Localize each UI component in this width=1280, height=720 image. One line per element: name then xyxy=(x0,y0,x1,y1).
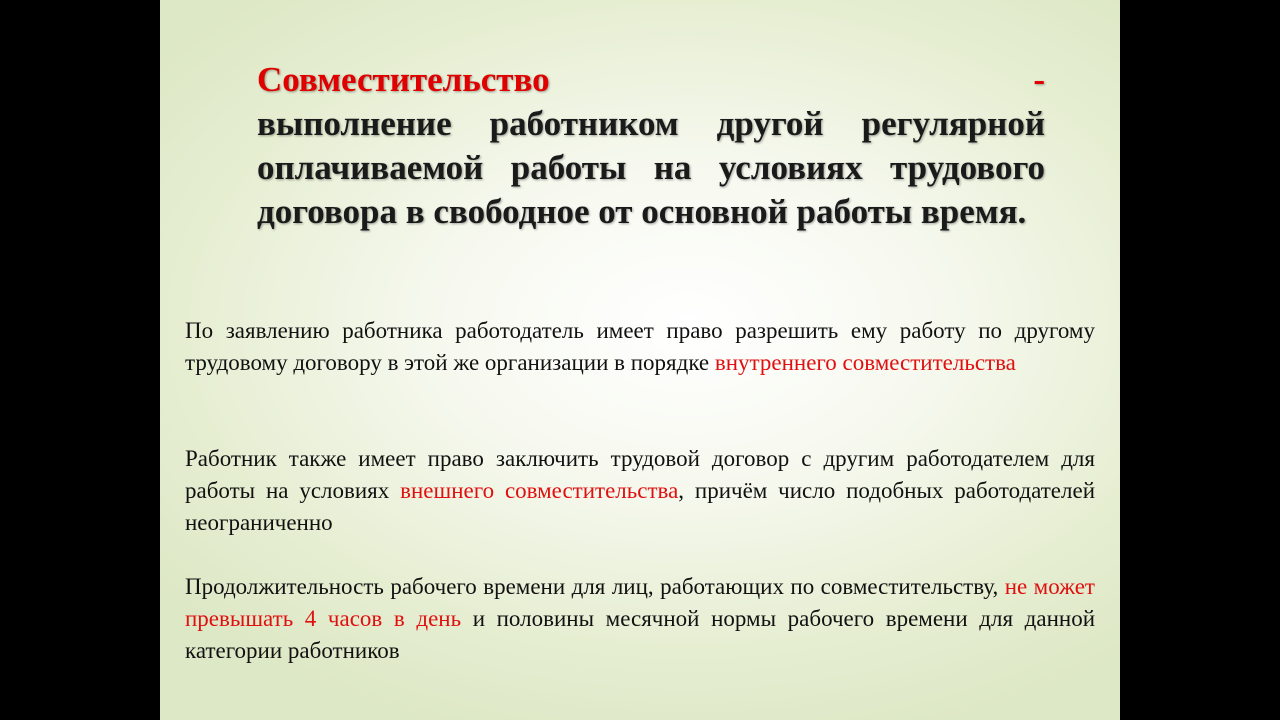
paragraph-text: Продолжительность рабочего времени для лиц, работающих по совместительству, xyxy=(185,574,1005,599)
paragraph-text: Работник также имеет право заключить трудовой договор с другим работодателем для работы на условиях xyxy=(185,446,1095,503)
highlight-text: не может превышать 4 часов в день xyxy=(185,574,1095,631)
slide xyxy=(160,0,1120,720)
definition-head-line xyxy=(257,58,1045,102)
paragraph-internal-parttime xyxy=(185,315,1095,379)
paragraph-text: и половины месячной нормы рабочего времени для данной категории работников xyxy=(185,606,1095,663)
highlight-text: внешнего совместительства xyxy=(400,478,679,503)
highlight-text: внутреннего совместительства xyxy=(714,350,1016,375)
definition-dash: - xyxy=(1033,60,1045,99)
paragraph-text: По заявлению работника работодатель имеет право разрешить ему работу по другому трудовому договору в этой же организации в порядке xyxy=(185,318,1095,375)
paragraph-working-hours xyxy=(185,571,1095,667)
definition-text: выполнение работником другой регулярной оплачиваемой работы на условиях трудового договора в свободное от основной работы время. xyxy=(257,104,1045,231)
definition-term: Совместительство xyxy=(257,60,550,99)
definition-block xyxy=(257,58,1045,234)
paragraph-text: , причём число подобных работодателей неограниченно xyxy=(185,478,1096,535)
paragraph-external-parttime xyxy=(185,443,1095,539)
